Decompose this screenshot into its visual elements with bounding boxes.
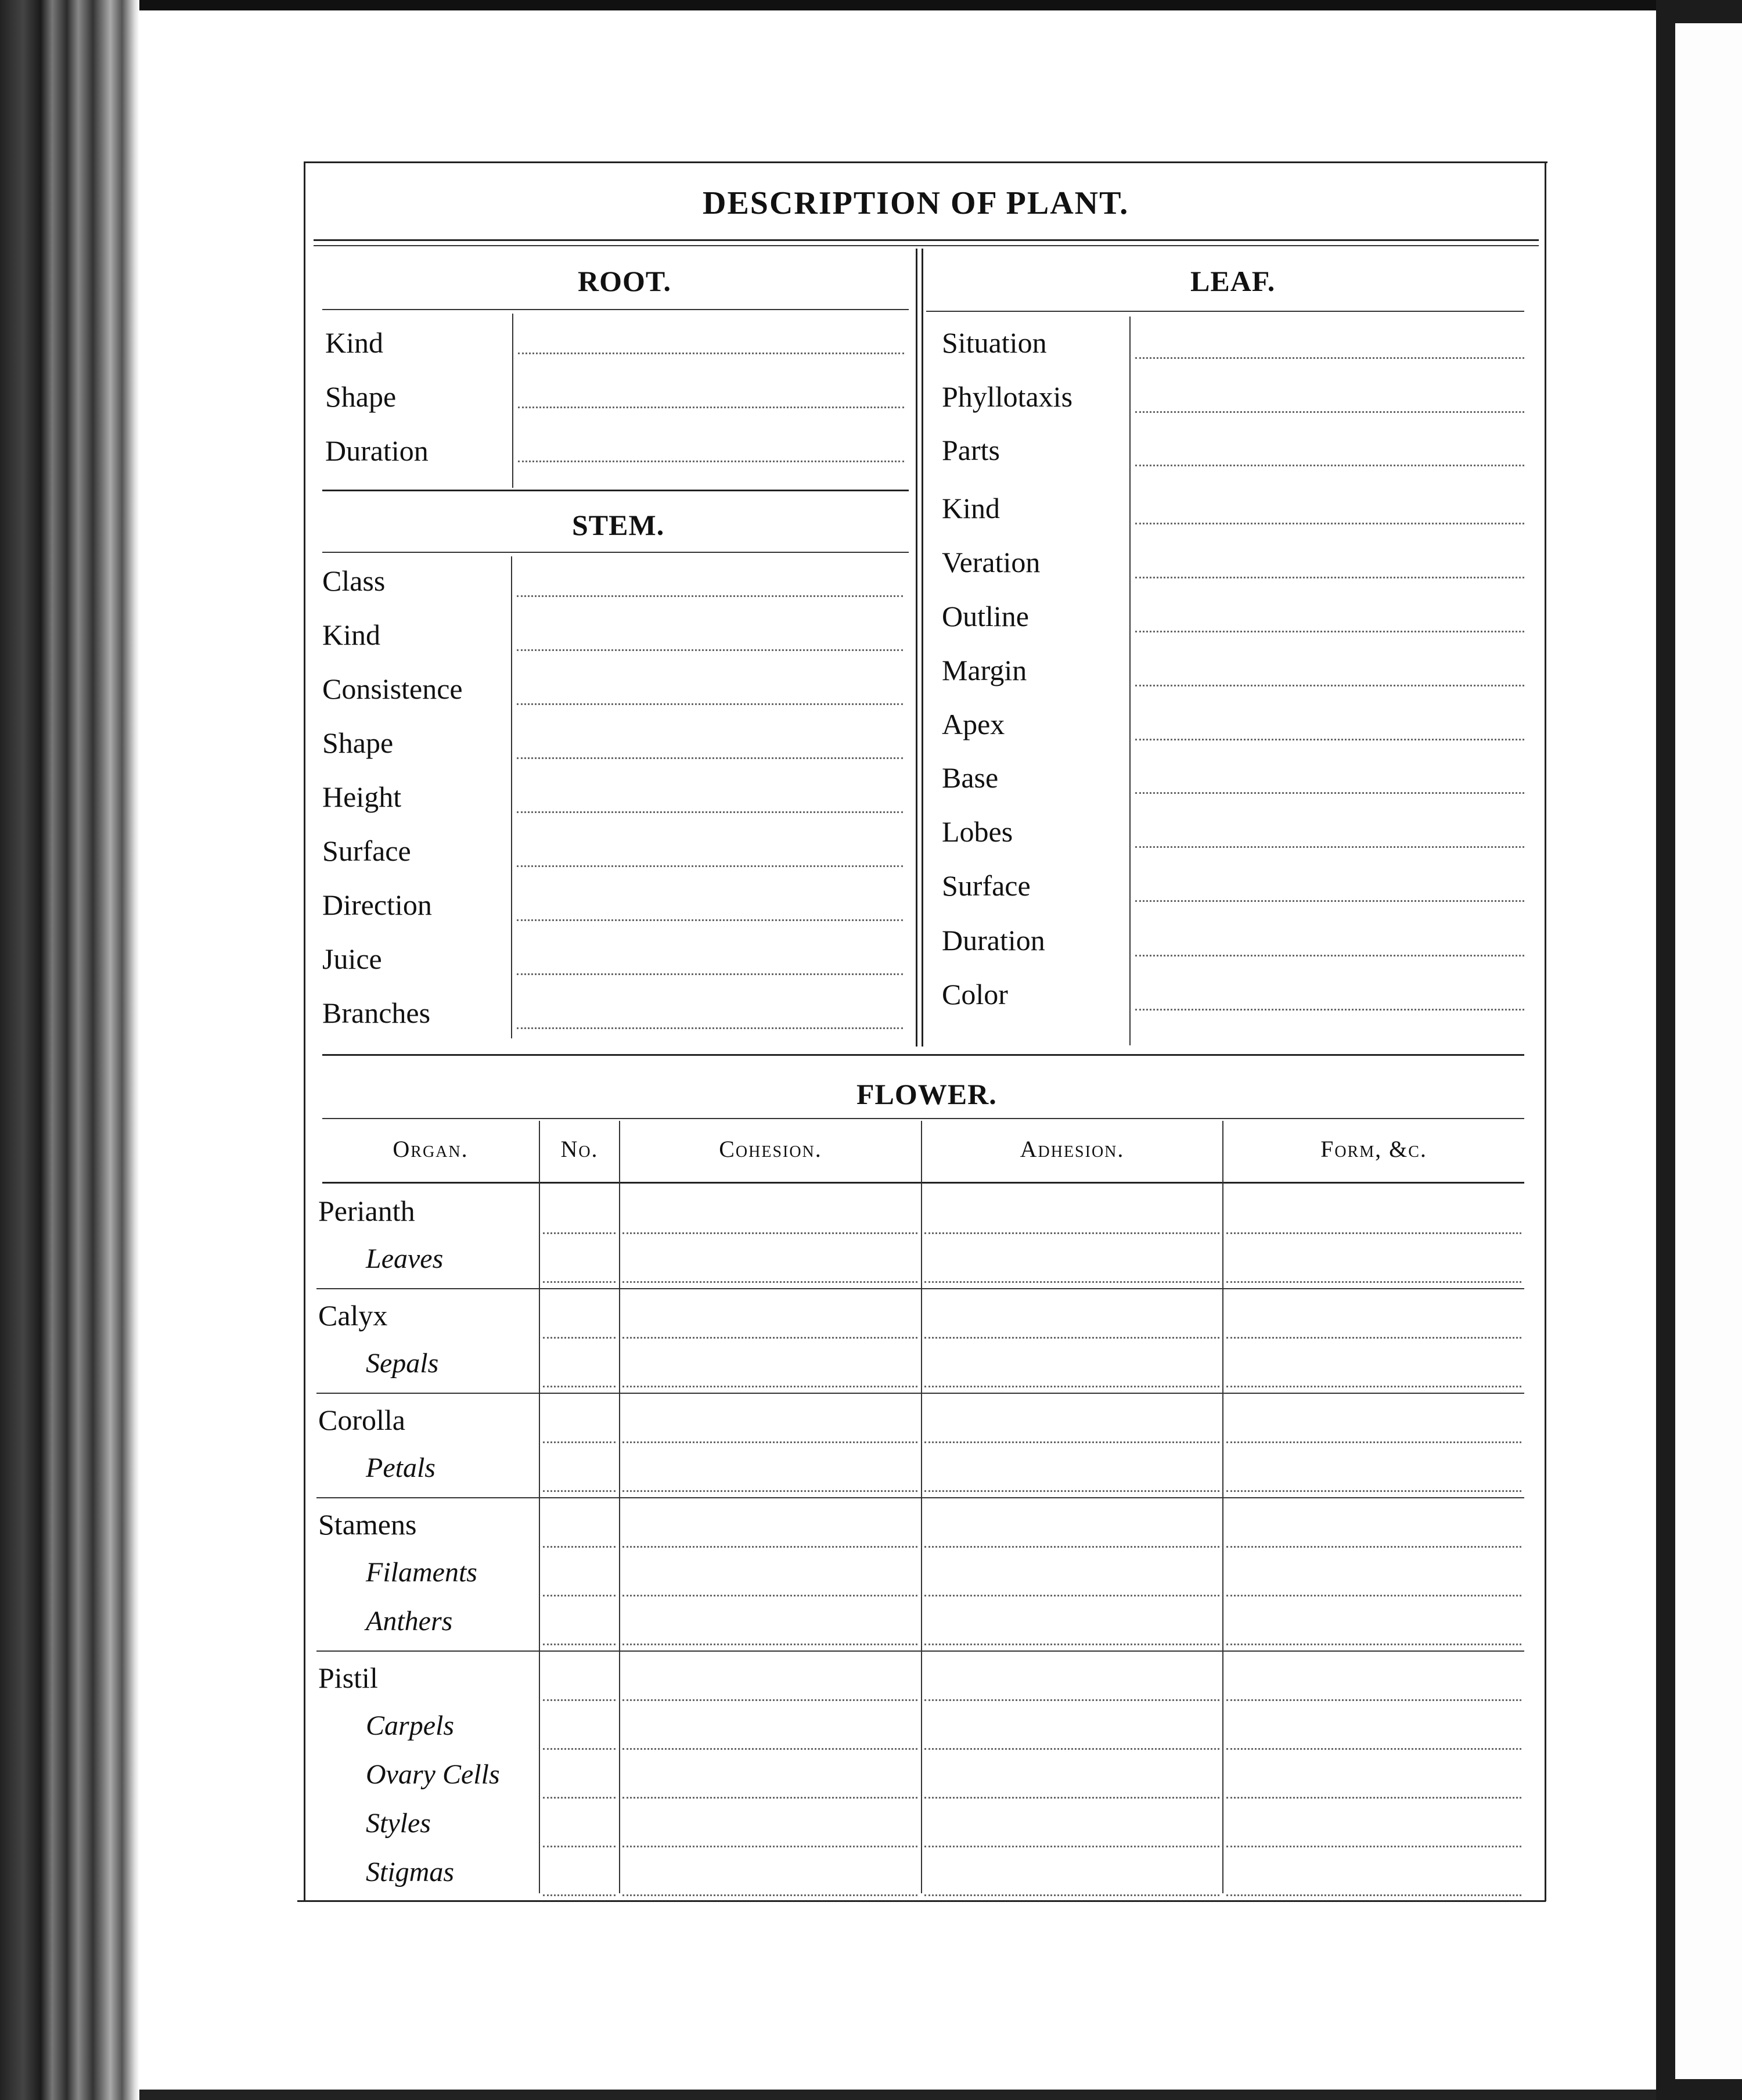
flower-entry-line-form[interactable] [1226,1386,1521,1387]
flower-group-rule [316,1497,1524,1498]
root-bottom-rule [322,490,909,491]
flower-organ-label: Calyx [318,1299,388,1332]
root-field-entry-line[interactable] [518,461,904,462]
leaf-field-label: Color [942,978,1008,1011]
flower-entry-line-no[interactable] [543,1595,616,1596]
leaf-field-entry-line[interactable] [1135,1009,1524,1011]
leaf-field-label: Margin [942,654,1027,686]
flower-organ-label: Stamens [318,1508,417,1541]
flower-entry-line-adhesion[interactable] [924,1546,1219,1548]
stem-field-entry-line[interactable] [517,919,903,921]
flower-entry-line-form[interactable] [1226,1441,1521,1443]
leaf-field-entry-line[interactable] [1135,739,1524,740]
leaf-field-entry-line[interactable] [1135,792,1524,794]
stem-field-label: Direction [322,889,432,921]
center-divider-inner [922,249,923,1047]
flower-col-divider-3 [921,1121,922,1893]
leaf-field-entry-line[interactable] [1135,631,1524,632]
flower-part-label: Sepals [366,1348,439,1379]
stem-field-entry-line[interactable] [517,1027,903,1029]
leaf-field-label: Situation [942,326,1047,359]
flower-entry-line-cohesion[interactable] [622,1232,917,1234]
stem-label-divider [511,556,512,1038]
flower-entry-line-adhesion[interactable] [924,1748,1219,1750]
flower-organ-label: Perianth [318,1195,415,1227]
flower-organ-label: Corolla [318,1404,405,1436]
flower-entry-line-no[interactable] [543,1490,616,1492]
flower-col-divider-4 [1222,1121,1223,1893]
stem-field-label: Kind [322,619,380,651]
leaf-field-label: Apex [942,708,1005,740]
flower-part-label: Styles [366,1808,431,1839]
stem-field-entry-line[interactable] [517,757,903,759]
flower-entry-line-no[interactable] [543,1281,616,1283]
flower-entry-line-form[interactable] [1226,1546,1521,1548]
flower-entry-line-adhesion[interactable] [924,1894,1219,1896]
flower-column-header: No. [560,1136,599,1162]
flower-entry-line-cohesion[interactable] [622,1546,917,1548]
flower-group-rule [316,1393,1524,1394]
leaf-field-entry-line[interactable] [1135,357,1524,359]
leaf-field-label: Kind [942,492,1000,524]
stem-field-label: Juice [322,943,382,975]
stem-heading: STEM. [572,509,665,541]
flower-entry-line-adhesion[interactable] [924,1281,1219,1283]
leaf-field-entry-line[interactable] [1135,846,1524,848]
flower-entry-line-form[interactable] [1226,1644,1521,1645]
flower-entry-line-adhesion[interactable] [924,1644,1219,1645]
frame-bottom-border [297,1900,1546,1902]
flower-part-label: Ovary Cells [366,1759,500,1790]
stem-field-entry-line[interactable] [517,811,903,813]
leaf-field-label: Outline [942,600,1029,632]
flower-entry-line-adhesion[interactable] [924,1441,1219,1443]
flower-organ-label: Pistil [318,1662,378,1694]
flower-entry-line-cohesion[interactable] [622,1386,917,1387]
flower-column-header: Organ. [393,1136,469,1162]
stem-field-label: Shape [322,727,394,759]
flower-entry-line-no[interactable] [543,1699,616,1701]
stem-field-label: Surface [322,835,411,867]
flower-entry-line-adhesion[interactable] [924,1337,1219,1339]
flower-part-label: Filaments [366,1557,477,1588]
flower-part-label: Stigmas [366,1857,455,1887]
leaf-field-entry-line[interactable] [1135,577,1524,578]
flower-entry-line-form[interactable] [1226,1337,1521,1339]
flower-part-label: Leaves [366,1243,444,1274]
flower-entry-line-adhesion[interactable] [924,1699,1219,1701]
flower-entry-line-adhesion[interactable] [924,1797,1219,1799]
flower-entry-line-cohesion[interactable] [622,1441,917,1443]
flower-part-label: Anthers [366,1606,453,1637]
flower-entry-line-form[interactable] [1226,1797,1521,1799]
leaf-field-entry-line[interactable] [1135,900,1524,902]
flower-entry-line-form[interactable] [1226,1846,1521,1847]
flower-entry-line-cohesion[interactable] [622,1894,917,1896]
flower-entry-line-no[interactable] [543,1441,616,1443]
flower-entry-line-no[interactable] [543,1894,616,1896]
leaf-field-entry-line[interactable] [1135,465,1524,466]
flower-entry-line-adhesion[interactable] [924,1490,1219,1492]
stem-field-entry-line[interactable] [517,865,903,867]
stem-field-label: Branches [322,997,431,1029]
leaf-field-label: Parts [942,434,1000,466]
flower-header-rule [322,1182,1524,1184]
flower-entry-line-no[interactable] [543,1546,616,1548]
leaf-field-label: Surface [942,869,1031,902]
flower-entry-line-cohesion[interactable] [622,1797,917,1799]
flower-top-rule [322,1054,1524,1056]
root-heading: ROOT. [578,265,672,297]
flower-column-header: Form, &c. [1320,1136,1427,1162]
stem-field-label: Height [322,781,402,813]
leaf-field-entry-line[interactable] [1135,523,1524,524]
flower-entry-line-no[interactable] [543,1797,616,1799]
flower-column-header: Adhesion. [1020,1136,1125,1162]
flower-part-label: Carpels [366,1710,455,1741]
flower-entry-line-cohesion[interactable] [622,1699,917,1701]
stem-field-entry-line[interactable] [517,595,903,597]
flower-entry-line-no[interactable] [543,1846,616,1847]
flower-entry-line-form[interactable] [1226,1490,1521,1492]
flower-entry-line-adhesion[interactable] [924,1386,1219,1387]
root-heading-rule [322,309,909,310]
flower-entry-line-cohesion[interactable] [622,1595,917,1596]
flower-entry-line-no[interactable] [543,1386,616,1387]
flower-part-label: Petals [366,1452,436,1483]
flower-entry-line-cohesion[interactable] [622,1644,917,1645]
frame-right-border [1545,161,1546,1901]
flower-entry-line-cohesion[interactable] [622,1846,917,1847]
flower-entry-line-cohesion[interactable] [622,1490,917,1492]
form-title: DESCRIPTION OF PLANT. [703,185,1129,221]
center-divider [916,249,917,1047]
flower-entry-line-form[interactable] [1226,1232,1521,1234]
root-field-label: Duration [325,434,429,467]
stem-field-entry-line[interactable] [517,649,903,651]
flower-entry-line-form[interactable] [1226,1894,1521,1896]
root-field-label: Kind [325,326,383,359]
stem-field-label: Consistence [322,673,463,705]
leaf-field-entry-line[interactable] [1135,411,1524,413]
flower-entry-line-no[interactable] [543,1644,616,1645]
frame-left-border [304,161,305,1901]
flower-col-divider-1 [539,1121,540,1893]
leaf-field-label: Phyllotaxis [942,380,1073,413]
flower-entry-line-form[interactable] [1226,1595,1521,1596]
root-label-divider [512,314,513,488]
flower-entry-line-cohesion[interactable] [622,1281,917,1283]
flower-entry-line-adhesion[interactable] [924,1232,1219,1234]
flower-heading: FLOWER. [856,1078,997,1110]
root-field-label: Shape [325,380,397,413]
flower-entry-line-form[interactable] [1226,1748,1521,1750]
leaf-field-label: Veration [942,546,1041,578]
leaf-label-divider [1129,317,1131,1045]
root-field-entry-line[interactable] [518,407,904,408]
flower-heading-rule [322,1118,1524,1119]
flower-entry-line-no[interactable] [543,1232,616,1234]
leaf-heading-rule [926,311,1524,312]
stem-field-entry-line[interactable] [517,703,903,705]
leaf-field-entry-line[interactable] [1135,955,1524,956]
flower-entry-line-form[interactable] [1226,1699,1521,1701]
leaf-heading: LEAF. [1190,265,1276,297]
flower-entry-line-cohesion[interactable] [622,1337,917,1339]
leaf-field-label: Base [942,761,999,794]
flower-entry-line-no[interactable] [543,1748,616,1750]
leaf-field-label: Lobes [942,815,1013,848]
flower-col-divider-2 [619,1121,620,1893]
flower-entry-line-form[interactable] [1226,1281,1521,1283]
flower-group-rule [316,1650,1524,1652]
stem-field-label: Class [322,564,386,597]
frame-top-border [305,161,1547,163]
flower-entry-line-adhesion[interactable] [924,1595,1219,1596]
title-rule-1 [314,239,1539,241]
root-field-entry-line[interactable] [518,353,904,354]
flower-column-header: Cohesion. [719,1136,822,1162]
leaf-field-entry-line[interactable] [1135,685,1524,686]
stem-field-entry-line[interactable] [517,973,903,975]
leaf-field-label: Duration [942,924,1045,956]
flower-entry-line-cohesion[interactable] [622,1748,917,1750]
flower-entry-line-no[interactable] [543,1337,616,1339]
flower-group-rule [316,1288,1524,1289]
flower-entry-line-adhesion[interactable] [924,1846,1219,1847]
title-rule-2 [314,245,1539,246]
stem-heading-rule [322,552,909,553]
